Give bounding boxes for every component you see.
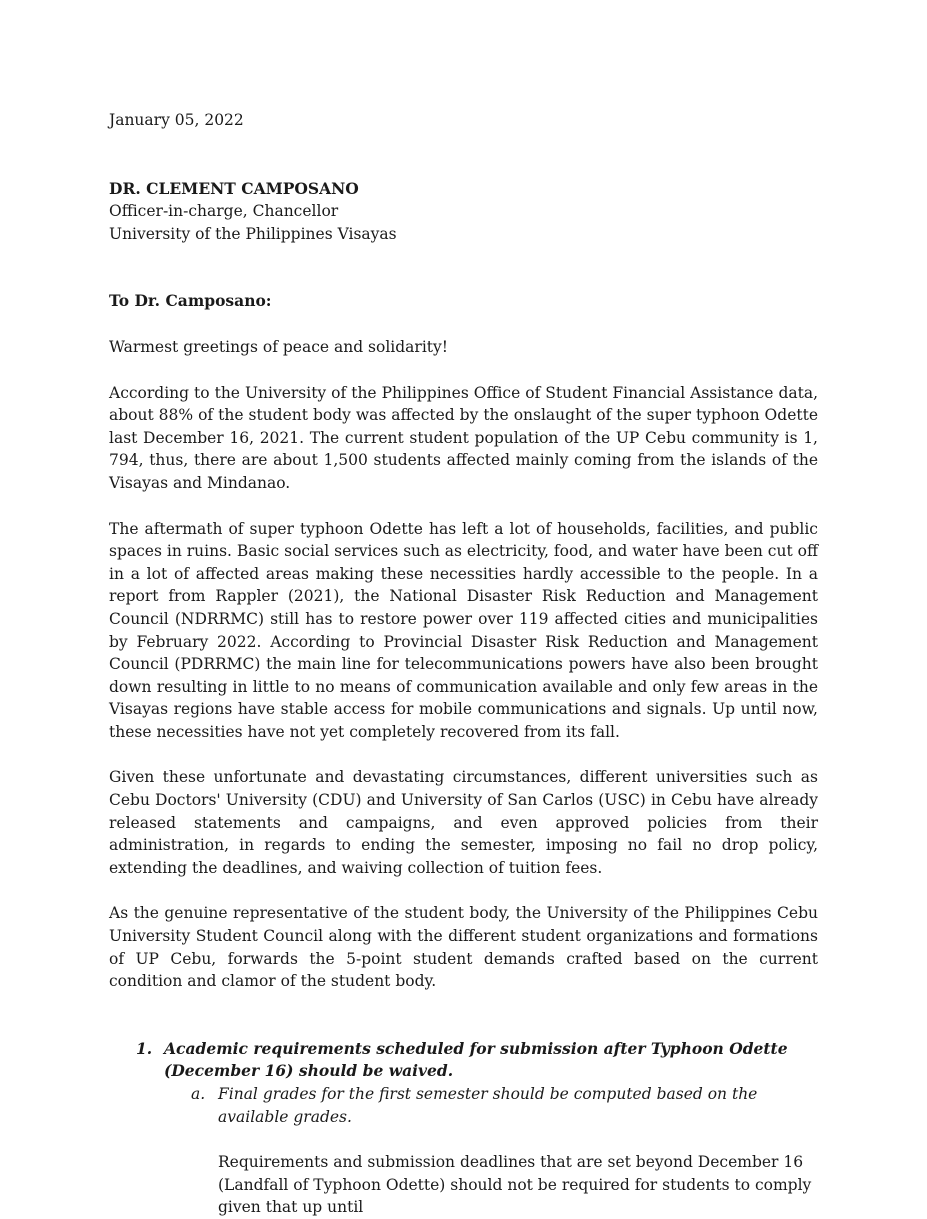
sub-item-text: Final grades for the first semester should be computed based on the available grades. bbox=[218, 1085, 758, 1126]
demand-item bbox=[109, 1038, 818, 1083]
demand-sub-item bbox=[109, 1083, 818, 1128]
recipient-address bbox=[109, 178, 818, 246]
paragraph-representation: As the genuine representative of the student body, the University of the Philippines Cebu University Student Council along with the different student organizations and formations of UP Cebu, forwards the 5-point student demands crafted based on the current condition and clamor of the student body. bbox=[109, 904, 818, 991]
letter-date: January 05, 2022 bbox=[109, 111, 244, 129]
demand-number: 1. bbox=[136, 1038, 153, 1058]
salutation: To Dr. Camposano: bbox=[109, 291, 272, 311]
demand-text: Academic requirements scheduled for submission after Typhoon Odette (December 16) should be waived. bbox=[164, 1038, 788, 1081]
sub-item-letter: a. bbox=[191, 1085, 206, 1103]
paragraph-universities: Given these unfortunate and devastating circumstances, different universities such as Cebu Doctors' University (CDU) and University of San Carlos (USC) in Cebu have already released statements and campaigns, and even approved policies from their administration, in regards to ending the semester, imposing no fail no drop policy, extending the deadlines, and waiving collection of tuition fees. bbox=[109, 768, 818, 877]
recipient-name: DR. CLEMENT CAMPOSANO bbox=[109, 178, 359, 198]
recipient-institution: University of the Philippines Visayas bbox=[109, 224, 397, 243]
greeting: Warmest greetings of peace and solidarity! bbox=[109, 337, 448, 356]
recipient-position: Officer-in-charge, Chancellor bbox=[109, 202, 339, 221]
letter-content bbox=[109, 109, 818, 1219]
paragraph-aftermath: The aftermath of super typhoon Odette has left a lot of households, facilities, and public spaces in ruins. Basic social services such as electricity, food, and water have been cut off in a lot of affected areas making these necessities hardly accessible to the people. In a report from Rappler (2021), the National Disaster Risk Reduction and Management Council (NDRRMC) still has to restore power over 119 affected cities and municipalities by February 2022. According to Provincial Disaster Risk Reduction and Management Council (PDRRMC) the main line for telecommunications powers have also been brought down resulting in little to no means of communication available and only few areas in the Visayas regions have stable access for mobile communications and signals. Up until now, these necessities have not yet completely recovered from its fall. bbox=[109, 519, 818, 741]
demand-list bbox=[109, 1038, 818, 1219]
paragraph-statistics: According to the University of the Philippines Office of Student Financial Assistance data, about 88% of the student body was affected by the onslaught of the super typhoon Odette last December 16, 2021. The current student population of the UP Cebu community is 1, 794, thus, there are about 1,500 students affected mainly coming from the islands of the Visayas and Mindanao. bbox=[109, 383, 818, 492]
sub-item-detail: Requirements and submission deadlines that are set beyond December 16 (Landfall of Typhoon Odette) should not be required for students to comply given that up until bbox=[218, 1153, 812, 1217]
